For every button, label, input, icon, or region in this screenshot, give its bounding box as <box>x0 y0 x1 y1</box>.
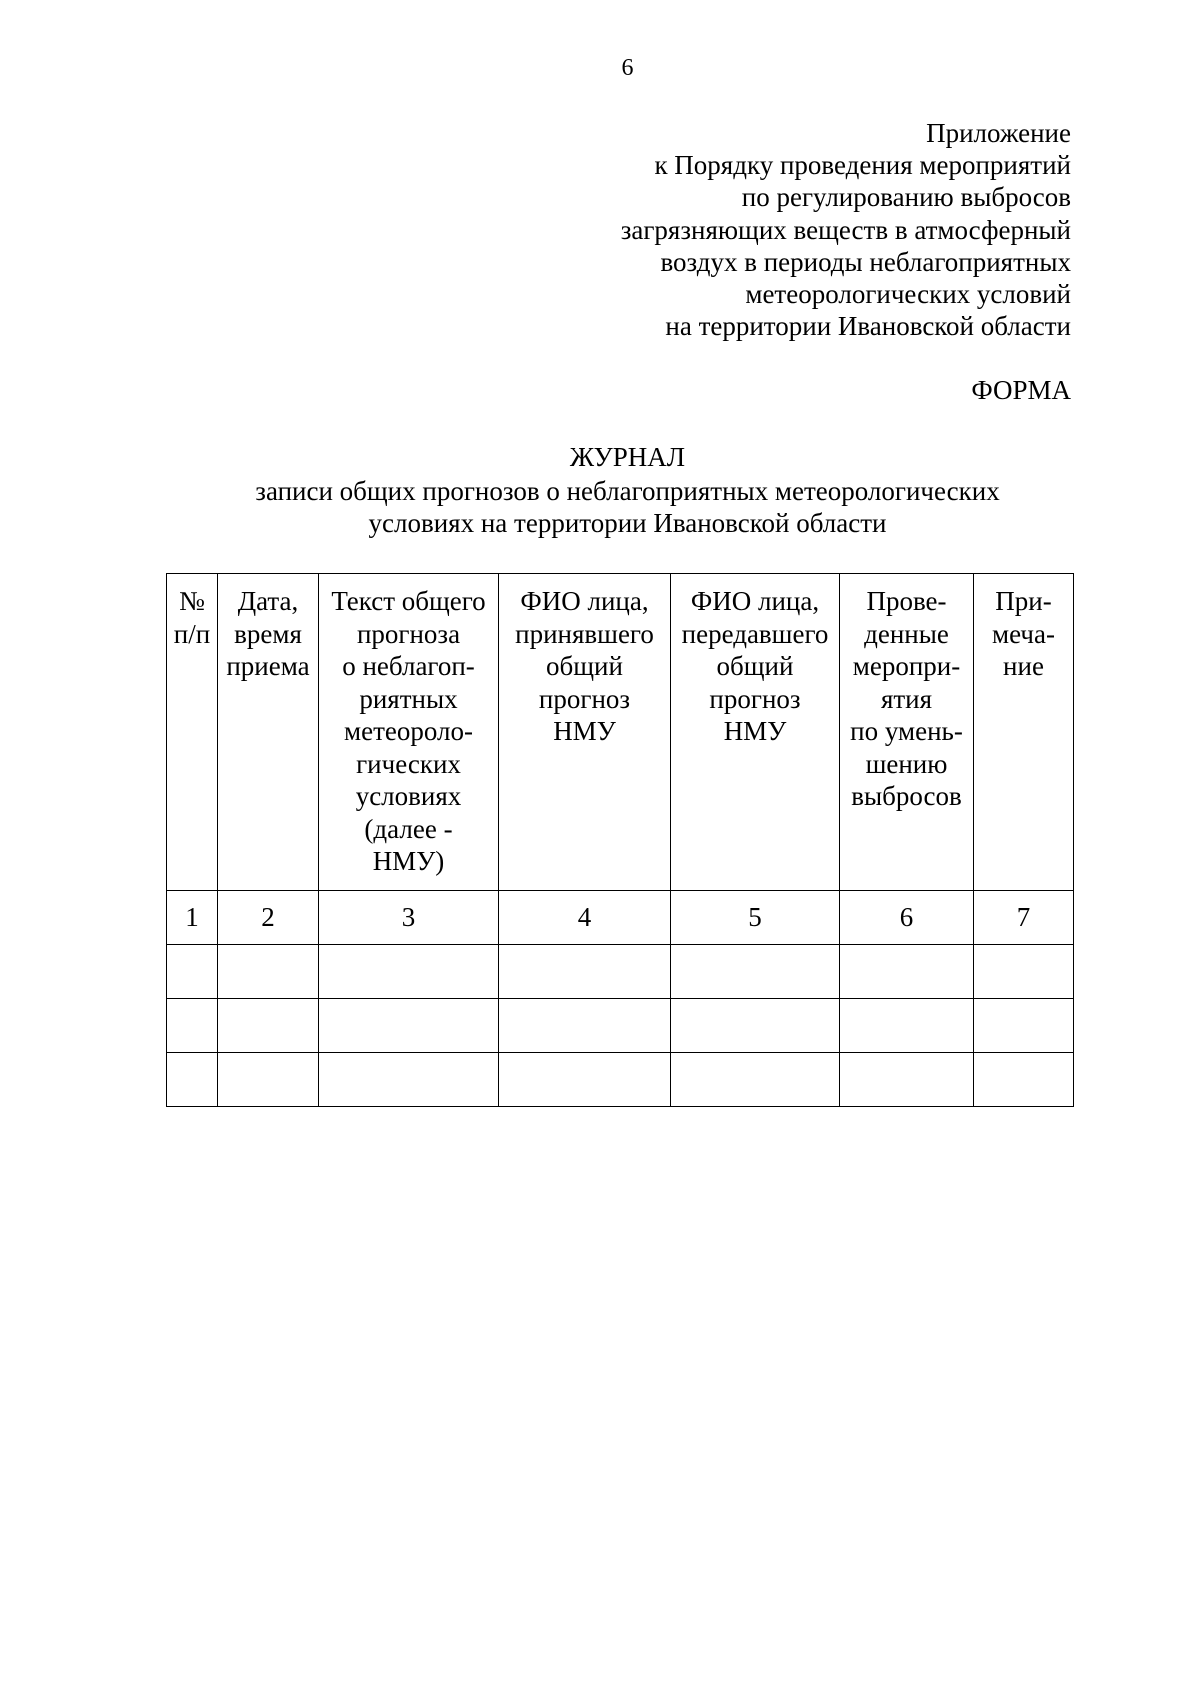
empty-cell <box>499 1053 671 1107</box>
header-text: шению <box>865 748 948 779</box>
column-number-cell: 4 <box>499 891 671 945</box>
empty-cell <box>319 999 499 1053</box>
appendix-line: воздух в периоды неблагоприятных <box>660 246 1071 277</box>
header-text: меча- <box>992 618 1055 649</box>
column-number-cell: 7 <box>974 891 1074 945</box>
header-text: прогноза <box>356 618 461 649</box>
empty-cell <box>840 945 974 999</box>
empty-cell <box>671 945 840 999</box>
empty-cell <box>167 1053 218 1107</box>
header-text: Прове- <box>866 586 947 616</box>
empty-cell <box>167 999 218 1053</box>
appendix-line: Приложение <box>926 118 1071 148</box>
header-text: ние <box>1003 651 1044 681</box>
column-number-cell: 2 <box>218 891 319 945</box>
header-text: принявшего <box>515 618 654 649</box>
header-text: п/п <box>173 618 211 649</box>
header-cell-receiver <box>499 574 671 891</box>
header-text: время <box>234 618 302 649</box>
header-text: НМУ <box>553 716 616 746</box>
header-cell-number <box>167 574 218 891</box>
empty-cell <box>319 1053 499 1107</box>
header-text: денные <box>864 618 949 649</box>
appendix-line: метеорологических условий <box>745 279 1071 310</box>
header-cell-measures <box>840 574 974 891</box>
page-number: 6 <box>621 55 634 81</box>
empty-cell <box>840 1053 974 1107</box>
column-number-cell: 6 <box>840 891 974 945</box>
journal-title: ЖУРНАЛ <box>569 442 686 472</box>
empty-cell <box>974 945 1074 999</box>
header-text: прогноз <box>709 683 801 714</box>
header-text: выбросов <box>851 781 962 811</box>
journal-subtitle-line: условиях на территории Ивановской области <box>368 508 887 538</box>
empty-table-row <box>167 1053 1074 1107</box>
header-text: прогноз <box>538 683 631 714</box>
header-text: Дата, <box>237 586 299 616</box>
journal-subtitle <box>0 475 1200 539</box>
empty-table-row <box>167 999 1074 1053</box>
header-text: НМУ <box>723 716 787 746</box>
empty-cell <box>218 999 319 1053</box>
empty-cell <box>671 1053 840 1107</box>
header-text: ФИО лица, <box>690 586 820 616</box>
header-text: по умень- <box>850 716 963 746</box>
header-text: (далее - <box>364 813 453 844</box>
header-text: о неблагоп- <box>342 651 475 681</box>
header-text: общий <box>546 651 623 681</box>
form-label: ФОРМА <box>971 375 1071 405</box>
empty-cell <box>167 945 218 999</box>
column-number-cell: 1 <box>167 891 218 945</box>
header-text: условиях <box>355 781 462 811</box>
empty-cell <box>974 1053 1074 1107</box>
header-text: НМУ) <box>372 846 445 876</box>
header-text: общий <box>716 651 794 681</box>
header-text: риятных <box>359 683 458 714</box>
empty-cell <box>499 945 671 999</box>
header-cell-date <box>218 574 319 891</box>
header-text: ФИО лица, <box>520 586 649 616</box>
table-header-row <box>167 574 1074 891</box>
column-number-cell: 5 <box>671 891 840 945</box>
header-text: передавшего <box>681 618 829 649</box>
header-text: При- <box>995 586 1052 616</box>
header-text: приема <box>226 651 310 681</box>
empty-cell <box>840 999 974 1053</box>
empty-cell <box>218 1053 319 1107</box>
journal-table <box>166 573 1074 1107</box>
header-text: метеороло- <box>344 716 473 746</box>
header-cell-sender <box>671 574 840 891</box>
appendix-line: к Порядку проведения мероприятий <box>654 150 1071 181</box>
header-text: ятия <box>880 683 933 714</box>
appendix-line: по регулированию выбросов <box>741 182 1071 213</box>
header-cell-forecast-text <box>319 574 499 891</box>
header-cell-notes <box>974 574 1074 891</box>
header-text: гических <box>356 748 461 779</box>
appendix-line: на территории Ивановской области <box>665 311 1071 342</box>
column-number-cell: 3 <box>319 891 499 945</box>
journal-subtitle-line: записи общих прогнозов о неблагоприятных метеорологических <box>255 476 1000 506</box>
header-text: Текст общего <box>331 586 486 616</box>
appendix-line: загрязняющих веществ в атмосферный <box>620 214 1071 245</box>
empty-table-row <box>167 945 1074 999</box>
appendix-block <box>371 117 1071 342</box>
empty-cell <box>974 999 1074 1053</box>
empty-cell <box>671 999 840 1053</box>
empty-cell <box>319 945 499 999</box>
empty-cell <box>499 999 671 1053</box>
header-text: № <box>179 586 205 616</box>
header-text: меропри- <box>852 651 961 681</box>
column-number-row <box>167 891 1074 945</box>
empty-cell <box>218 945 319 999</box>
